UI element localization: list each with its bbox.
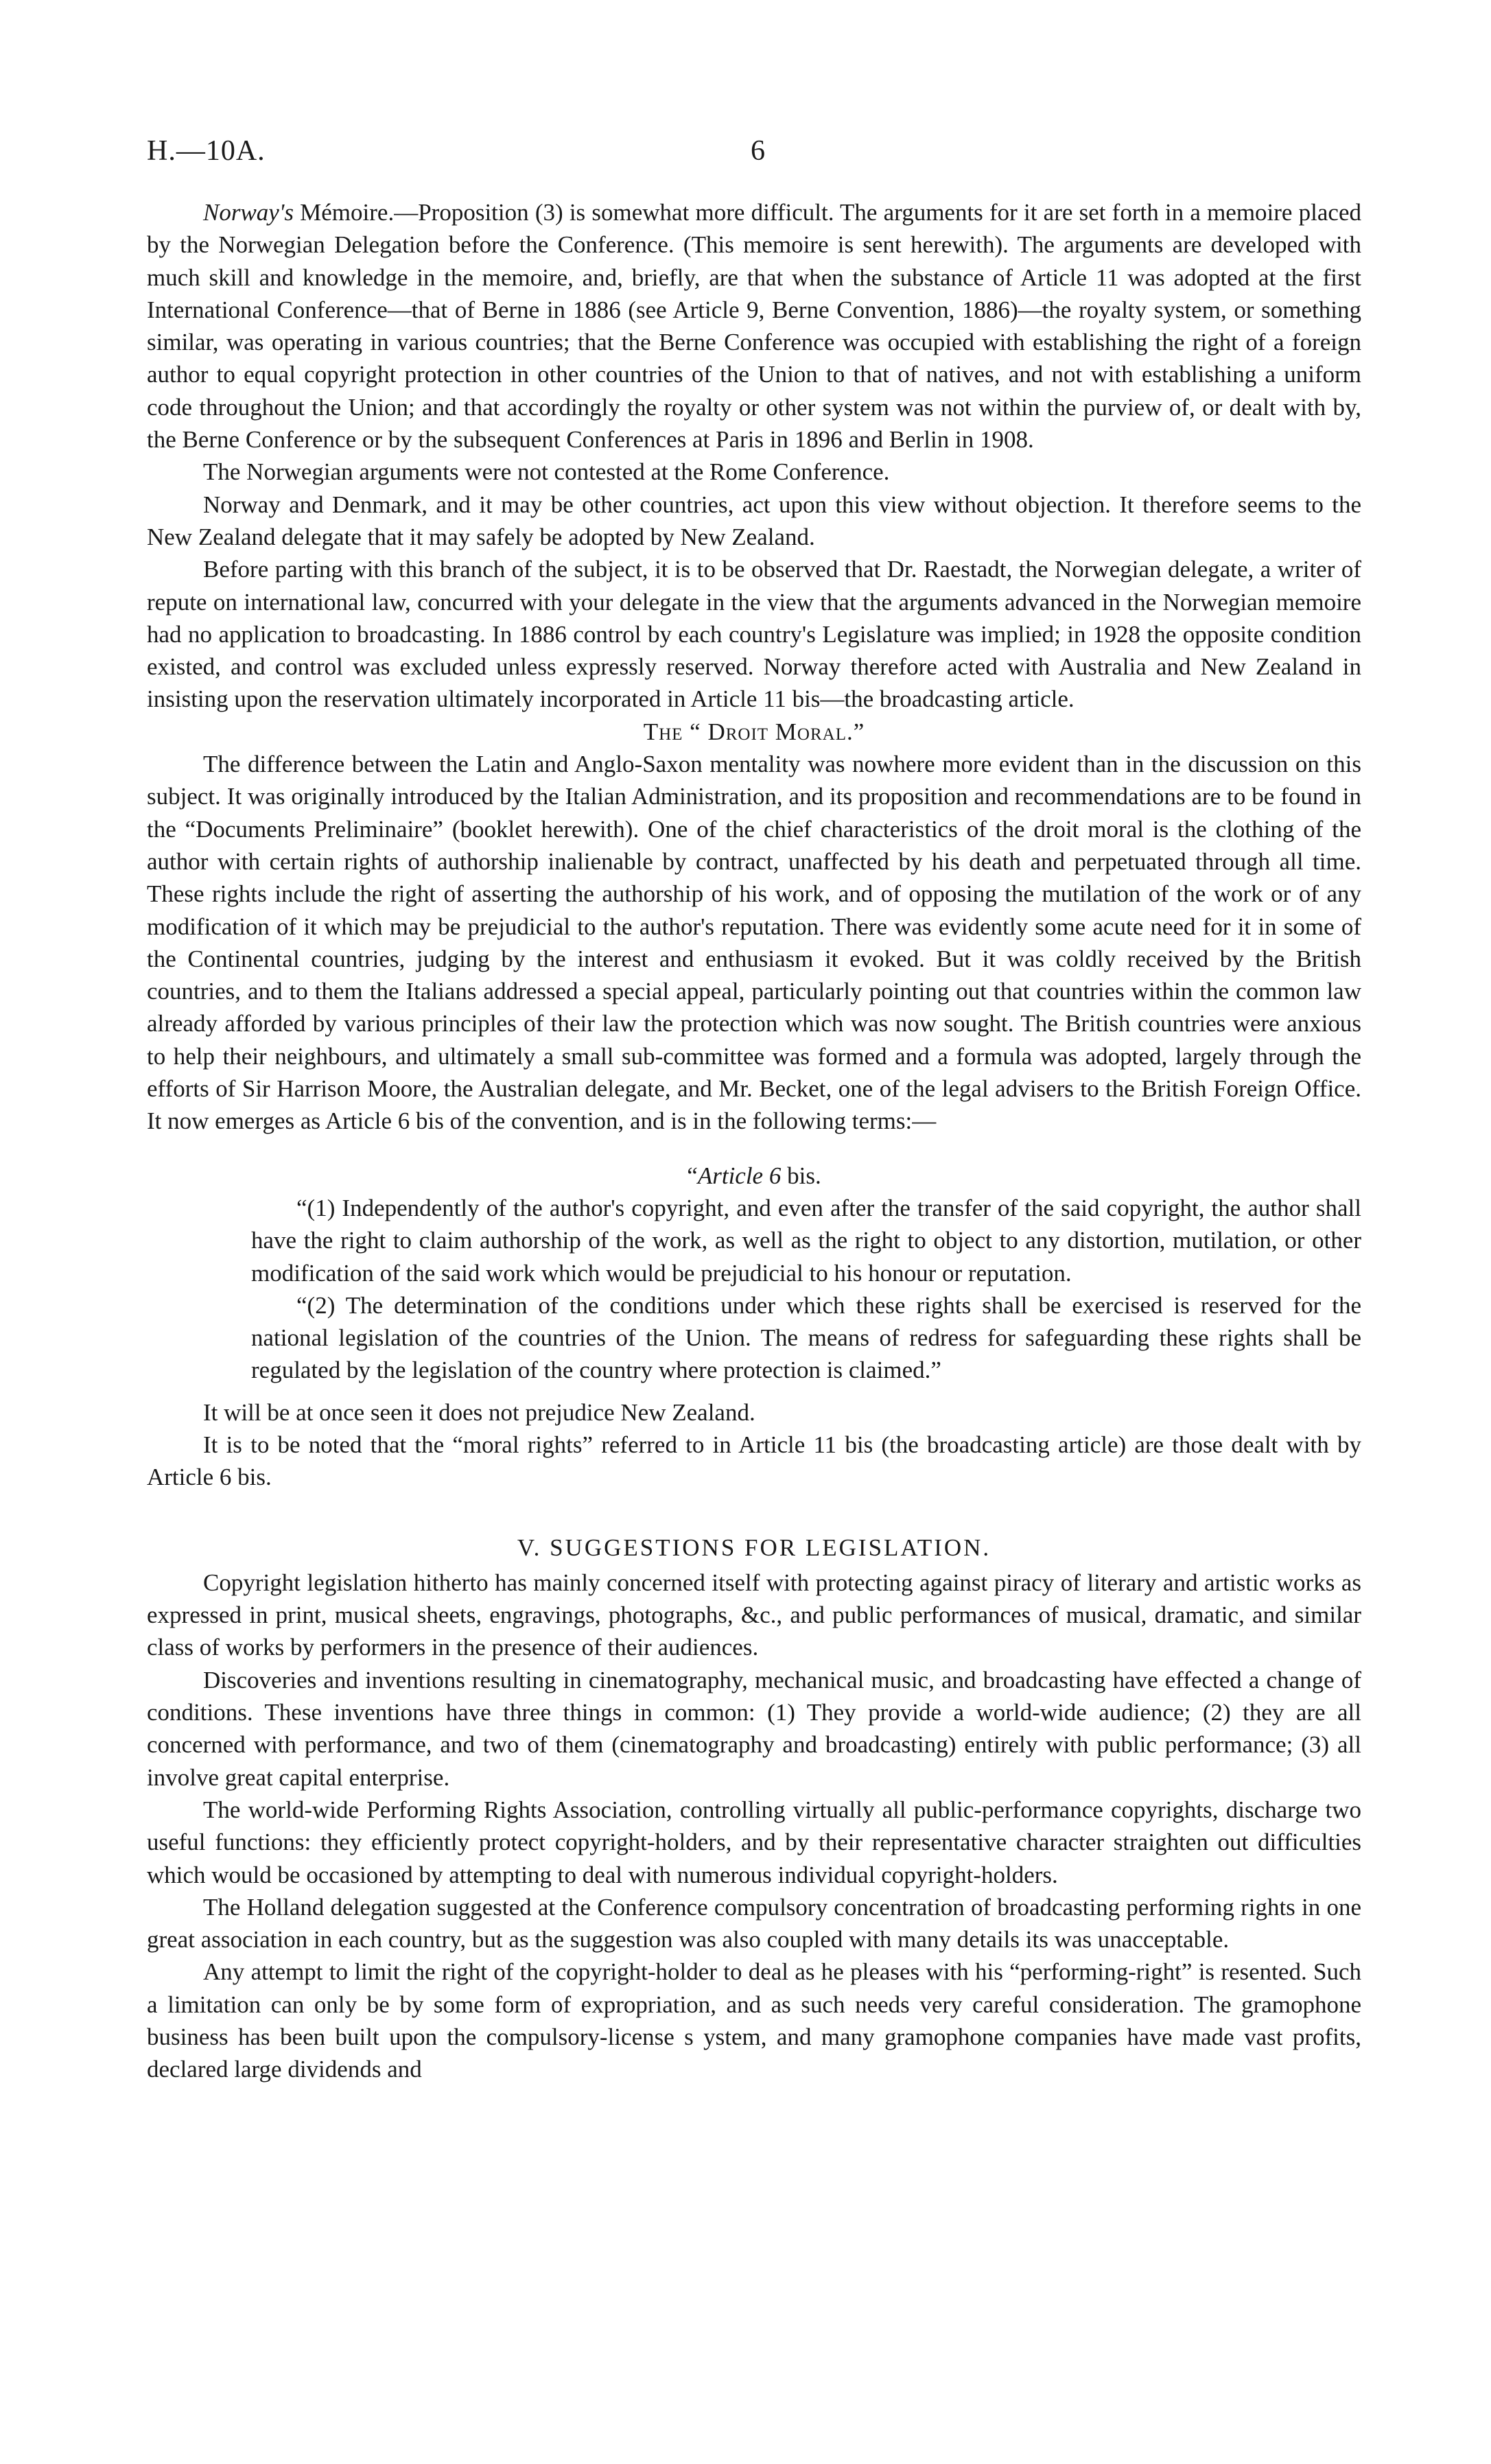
paragraph: The difference between the Latin and Anglo-Saxon mentality was nowhere more evident than in the discussion on this subject. It was originally introduced by the Italian Administration, and its proposition and recommendations are to be found in the “Documents Preliminaire” (booklet herewith). One of the chief characteristics of the droit moral is the clothing of the author with certain rights of authorship inalienable by contract, unaffected by his death and perpetuated through all time. These rights include the right of asserting the authorship of his work, and of opposing the mutilation of the work or of any modification of it which may be prejudicial to the author's reputation. There was evidently some acute need for it in some of the Continental countries, judging by the interest and enthusiasm it evoked. But it was coldly received by the British countries, and to them the Italians addressed a special appeal, particularly pointing out that countries within the common law already afforded by various principles of their law the protection which was now sought. The British countries were anxious to help their neighbours, and ultimately a small sub-committee was formed and a formula was adopted, largely through the efforts of Sir Harrison Moore, the Australian delegate, and Mr. Becket, one of the legal advisers to the British Foreign Office. It now emerges as Article 6 bis of the convention, and is in the following terms:—	[147, 751, 1361, 1135]
document-number: H.—10A.	[147, 135, 266, 167]
paragraph: Norway and Denmark, and it may be other countries, act upon this view without objection. It therefore seems to the New Zealand delegate that it may safely be adopted by New Zealand.	[147, 491, 1361, 550]
paragraph: Before parting with this branch of the subject, it is to be observed that Dr. Raestadt, the Norwegian delegate, a writer of repute on international law, concurred with your delegate in the view that the arguments advanced in the Norwegian memoire had no application to broadcasting. In 1886 control by each country's Legislature was implied; in 1928 the opposite condition existed, and control was excluded unless expressly reserved. Norway therefore acted with Australia and New Zealand in insisting upon the reservation ultimately incorporated in Article 11 bis—the broadcasting article.	[147, 556, 1361, 713]
article-title	[147, 1160, 1361, 1192]
paragraph-label: Norway's	[203, 199, 294, 226]
paragraph: The Holland delegation suggested at the Conference compulsory concentration of broadcasting performing rights in one great association in each country, but as the suggestion was also coupled with many details its was unacceptable.	[147, 1893, 1361, 1953]
article-quote	[147, 1192, 1361, 1387]
article-title-rest: bis.	[781, 1162, 821, 1189]
paragraph: The Norwegian arguments were not contested at the Rome Conference.	[203, 458, 890, 486]
paragraph: The world-wide Performing Rights Association, controlling virtually all public-performance copyrights, discharge two useful functions: they efficiently protect copyright-holders, and by their representative character straighten out difficulties which would be occasioned by attempting to deal with numerous individual copyright-holders.	[147, 1796, 1361, 1888]
paragraph: It will be at once seen it does not prejudice New Zealand.	[203, 1398, 755, 1426]
droit-moral-heading: The “ Droit Moral.”	[643, 718, 865, 745]
article-title-open: “	[687, 1162, 698, 1189]
document-body	[147, 196, 1361, 2086]
paragraph: Any attempt to limit the right of the copyright-holder to deal as he pleases with his “performing-right” is resented. Such a limitation can only be by some form of expropriation, and as such needs very careful consideration. The gramophone business has been built upon the compulsory-license s ystem, and many gramophone companies have made vast profits, declared large dividends and	[147, 1958, 1361, 2083]
page-header	[147, 134, 1361, 176]
article-clause: “(2) The determination of the conditions under which these rights shall be exercised is reserved for the national legislation of the countries of the Union. The means of redress for safeguarding these rights shall be regulated by the legislation of the country where protection is claimed.”	[251, 1291, 1361, 1384]
paragraph: It is to be noted that the “moral rights” referred to in Article 11 bis (the broadcasting article) are those dealt with by Article 6 bis.	[147, 1431, 1361, 1491]
page-number: 6	[751, 135, 765, 167]
section-heading: V. SUGGESTIONS FOR LEGISLATION.	[517, 1534, 991, 1561]
paragraph-text: —Proposition (3) is somewhat more difficult. The arguments for it are set forth in a memoire placed by the Norwegian Delegation before the Conference. (This memoire is sent herewith). The arguments are developed with much skill and knowledge in the memoire, and, briefly, are that when the substance of Article 11 was adopted at the first International Conference—that of Berne in 1886 (see Article 9, Berne Convention, 1886)—the royalty system, or something similar, was operating in various countries; that the Berne Conference was occupied with establishing the right of a foreign author to equal copyright protection in other countries of the Union to that of natives, and not with establishing a uniform code throughout the Union; and that accordingly the royalty or other system was not within the purview of, or dealt with by, the Berne Conference or by the subsequent Conferences at Paris in 1896 and Berlin in 1908.	[147, 199, 1361, 454]
paragraph-label-rest: Mémoire.	[293, 199, 395, 226]
paragraph: Copyright legislation hitherto has mainly concerned itself with protecting against piracy of literary and artistic works as expressed in print, musical sheets, engravings, photographs, &c., and public performances of musical, dramatic, and similar class of works by performers in the presence of their audiences.	[147, 1569, 1361, 1661]
article-clause: “(1) Independently of the author's copyright, and even after the transfer of the said copyright, the author shall have the right to claim authorship of the work, as well as the right to object to any distortion, mutilation, or other modification of the said work which would be prejudicial to his honour or reputation.	[251, 1194, 1361, 1287]
article-title-italic: Article 6	[697, 1162, 782, 1189]
paragraph: Discoveries and inventions resulting in cinematography, mechanical music, and broadcasting have effected a change of conditions. These inventions have three things in common: (1) They provide a world-wide audience; (2) they are all concerned with performance, and two of them (cinematography and broadcasting) entirely with public performance; (3) all involve great capital enterprise.	[147, 1666, 1361, 1791]
paragraph-norway-memoire	[147, 196, 1361, 456]
